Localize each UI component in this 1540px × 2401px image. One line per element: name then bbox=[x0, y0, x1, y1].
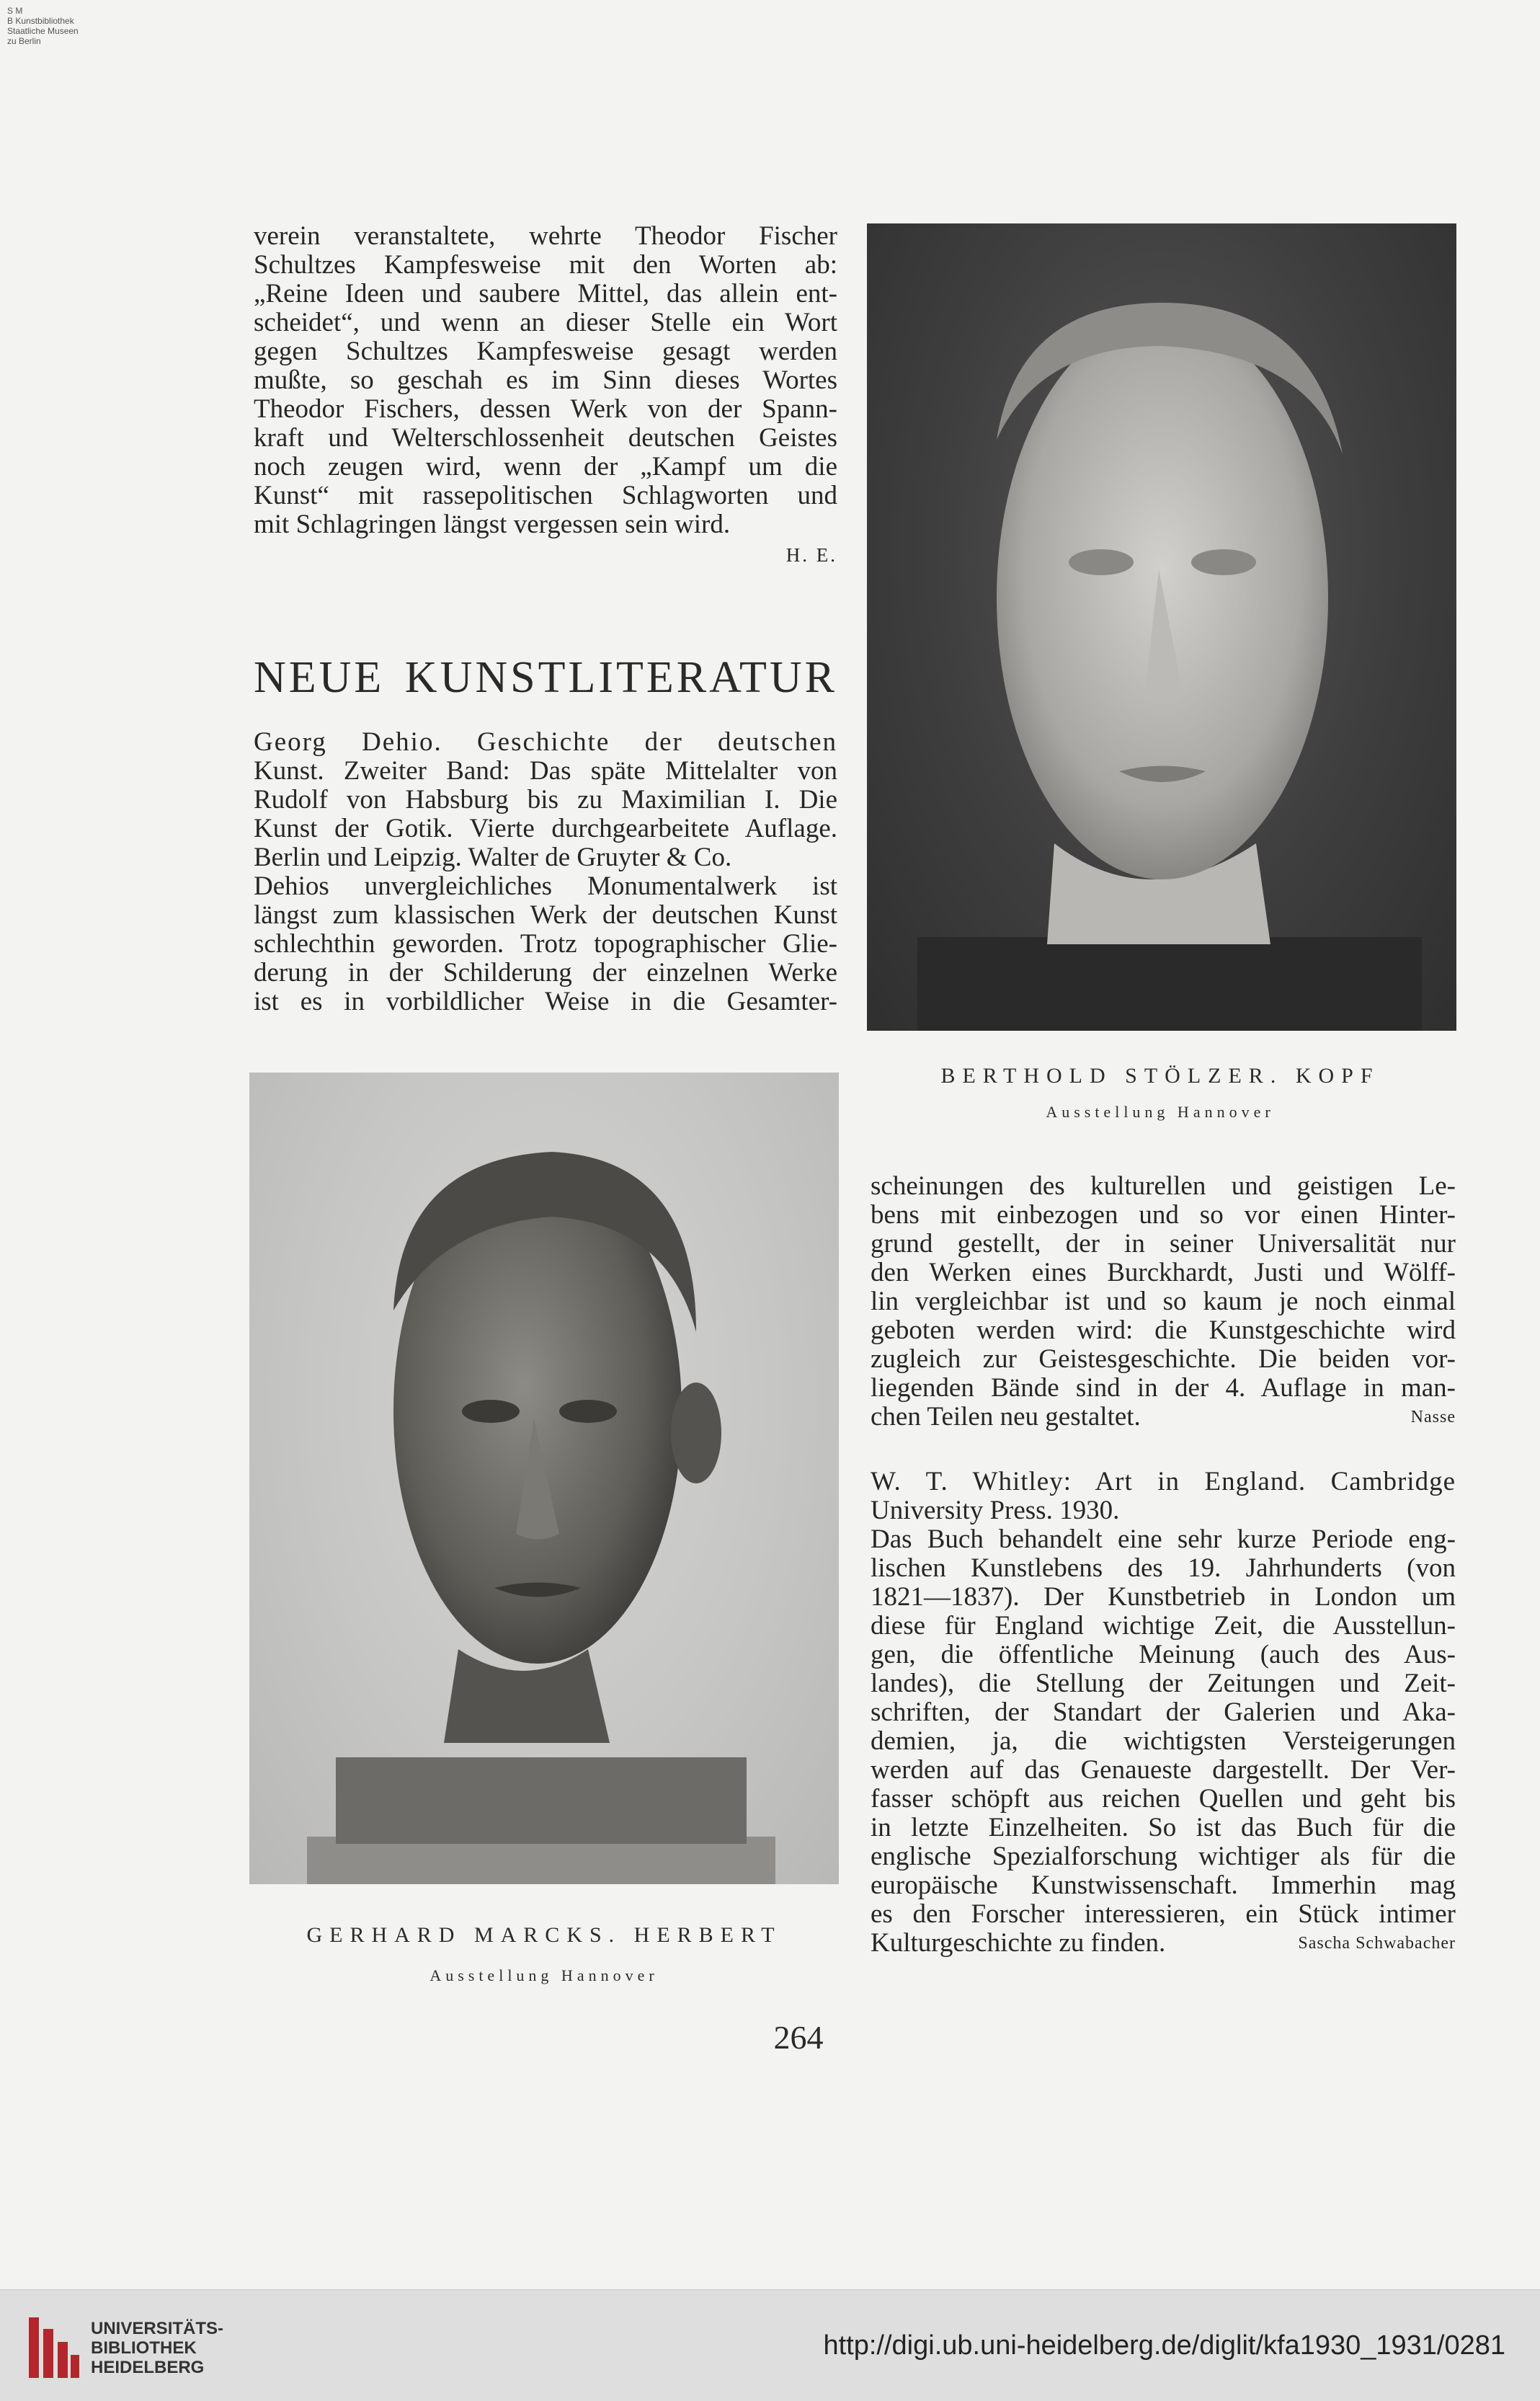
text-line: Dehios unvergleichliches Monumentalwerk ist bbox=[254, 871, 837, 901]
text-line: in letzte Einzelheiten. So ist das Buch für die bbox=[871, 1813, 1456, 1842]
reviewer-signature: Sascha Schwabacher bbox=[1298, 1934, 1456, 1953]
text-line: kraft und Welterschlossenheit deutschen Geistes bbox=[254, 423, 837, 453]
text-line: englische Spezialforschung wichtiger als für die bbox=[871, 1842, 1456, 1871]
text-line: gen, die öffentliche Meinung (auch des Aus- bbox=[871, 1640, 1456, 1669]
text-line: europäische Kunstwissenschaft. Immerhin mag bbox=[871, 1870, 1456, 1900]
text-line: Das Buch behandelt eine sehr kurze Periode eng- bbox=[871, 1525, 1456, 1554]
text-line: verein veranstaltete, wehrte Theodor Fischer bbox=[254, 221, 837, 251]
text-line: bens mit einbezogen und so vor einen Hinter- bbox=[871, 1200, 1456, 1230]
stoelzer-head-photo bbox=[867, 223, 1456, 1031]
whitley-review bbox=[871, 1468, 1456, 1958]
text-line: zugleich zur Geistesgeschichte. Die beiden vor- bbox=[871, 1344, 1456, 1374]
stamp-line: Staatliche Museen bbox=[7, 26, 79, 36]
digitization-footer bbox=[0, 2289, 1540, 2401]
text-line: mit Schlagringen längst vergessen sein wird. bbox=[254, 510, 731, 539]
university-library-logo-icon bbox=[29, 2317, 79, 2378]
text-line: scheidet“, und wenn an dieser Stelle ein Wort bbox=[254, 308, 837, 337]
text-line: den Werken eines Burckhardt, Justi und Wölff- bbox=[871, 1258, 1456, 1287]
text-line: 1821—1837). Der Kunstbetrieb in London um bbox=[871, 1582, 1456, 1612]
top-text-column bbox=[254, 222, 837, 569]
marcks-subcaption: Ausstellung Hannover bbox=[429, 1966, 659, 1984]
stoelzer-caption: BERTHOLD STÖLZER. KOPF bbox=[940, 1064, 1380, 1088]
library-name bbox=[91, 2319, 223, 2377]
text-line: schlechthin geworden. Trotz topographischer Glie- bbox=[254, 929, 837, 959]
text-line: Georg Dehio. Geschichte der deutschen bbox=[254, 727, 837, 757]
text-line bbox=[871, 1929, 1456, 1958]
text-line: Kunst. Zweiter Band: Das späte Mittelalter von bbox=[254, 756, 837, 786]
text-line: werden auf das Genaueste dargestellt. Der Ver- bbox=[871, 1755, 1456, 1785]
stamp-line: zu Berlin bbox=[7, 36, 41, 46]
bronze-head-illustration bbox=[249, 1073, 839, 1884]
text-line: gegen Schultzes Kampfesweise gesagt werden bbox=[254, 337, 837, 366]
text-line: grund gestellt, der in seiner Universalität nur bbox=[871, 1229, 1456, 1259]
text-line: demien, ja, die wichtigsten Versteigerungen bbox=[871, 1726, 1456, 1756]
library-stamp bbox=[7, 6, 79, 46]
text-line: Schultzes Kampfesweise mit den Worten ab: bbox=[254, 250, 837, 280]
text-line: mußte, so geschah es im Sinn dieses Wortes bbox=[254, 365, 837, 395]
dehio-review-continued bbox=[871, 1172, 1456, 1432]
text-line: fasser schöpft aus reichen Quellen und geht bis bbox=[871, 1784, 1456, 1814]
stoelzer-subcaption: Ausstellung Hannover bbox=[1046, 1103, 1275, 1121]
text-line: landes), die Stellung der Zeitungen und Zeit- bbox=[871, 1669, 1456, 1698]
text-line bbox=[871, 1403, 1456, 1432]
text-line: geboten werden wird: die Kunstgeschichte wird bbox=[871, 1315, 1456, 1345]
text-line: schriften, der Standart der Galerien und Aka- bbox=[871, 1697, 1456, 1727]
marcks-caption: GERHARD MARCKS. HERBERT bbox=[306, 1923, 782, 1947]
text-line: derung in der Schilderung der einzelnen Werke bbox=[254, 958, 837, 988]
author-initials: H. E. bbox=[785, 544, 837, 566]
reviewer-signature: Nasse bbox=[1410, 1408, 1456, 1426]
text-line-content: chen Teilen neu gestaltet. bbox=[871, 1402, 1141, 1432]
text-line: University Press. 1930. bbox=[871, 1496, 1120, 1525]
text-line: diese für England wichtige Zeit, die Ausstellun- bbox=[871, 1611, 1456, 1641]
text-line: W. T. Whitley: Art in England. Cambridge bbox=[871, 1467, 1456, 1496]
text-line: ist es in vorbildlicher Weise in die Gesamter- bbox=[254, 987, 837, 1016]
dehio-review bbox=[254, 728, 837, 1016]
text-line-content: Kulturgeschichte zu finden. bbox=[871, 1928, 1166, 1958]
text-line: längst zum klassischen Werk der deutschen Kunst bbox=[254, 900, 837, 930]
text-line: noch zeugen wird, wenn der „Kampf um die bbox=[254, 452, 837, 481]
text-line: Berlin und Leipzig. Walter de Gruyter & Co. bbox=[254, 843, 732, 872]
library-name-line: BIBLIOTHEK bbox=[91, 2338, 197, 2358]
head-sculpture-illustration bbox=[867, 223, 1456, 1031]
library-name-line: UNIVERSITÄTS- bbox=[91, 2319, 224, 2338]
page-number: 264 bbox=[773, 2019, 824, 2056]
text-line: Kunst der Gotik. Vierte durchgearbeitete Auflage. bbox=[254, 814, 837, 843]
text-line: „Reine Ideen und saubere Mittel, das allein ent- bbox=[254, 279, 837, 309]
text-line: liegenden Bände sind in der 4. Auflage in man- bbox=[871, 1373, 1456, 1403]
text-line: Kunst“ mit rassepolitischen Schlagworten und bbox=[254, 481, 837, 510]
text-line: lischen Kunstlebens des 19. Jahrhunderts (von bbox=[871, 1553, 1456, 1583]
text-line: es den Forscher interessieren, ein Stück intimer bbox=[871, 1899, 1456, 1929]
text-line: lin vergleichbar ist und so kaum je noch einmal bbox=[871, 1287, 1456, 1316]
permalink-url[interactable]: http://digi.ub.uni-heidelberg.de/diglit/kfa1930_1931/0281 bbox=[823, 2330, 1505, 2361]
stamp-line: S M bbox=[7, 6, 23, 16]
text-line: scheinungen des kulturellen und geistigen Le- bbox=[871, 1171, 1456, 1201]
text-line: Theodor Fischers, dessen Werk von der Spann- bbox=[254, 394, 837, 424]
section-heading: NEUE KUNSTLITERATUR bbox=[254, 653, 837, 702]
text-line: Rudolf von Habsburg bis zu Maximilian I. Die bbox=[254, 785, 837, 815]
stamp-line: B Kunstbibliothek bbox=[7, 16, 74, 26]
library-name-line: HEIDELBERG bbox=[91, 2358, 205, 2377]
marcks-head-photo bbox=[249, 1073, 839, 1884]
